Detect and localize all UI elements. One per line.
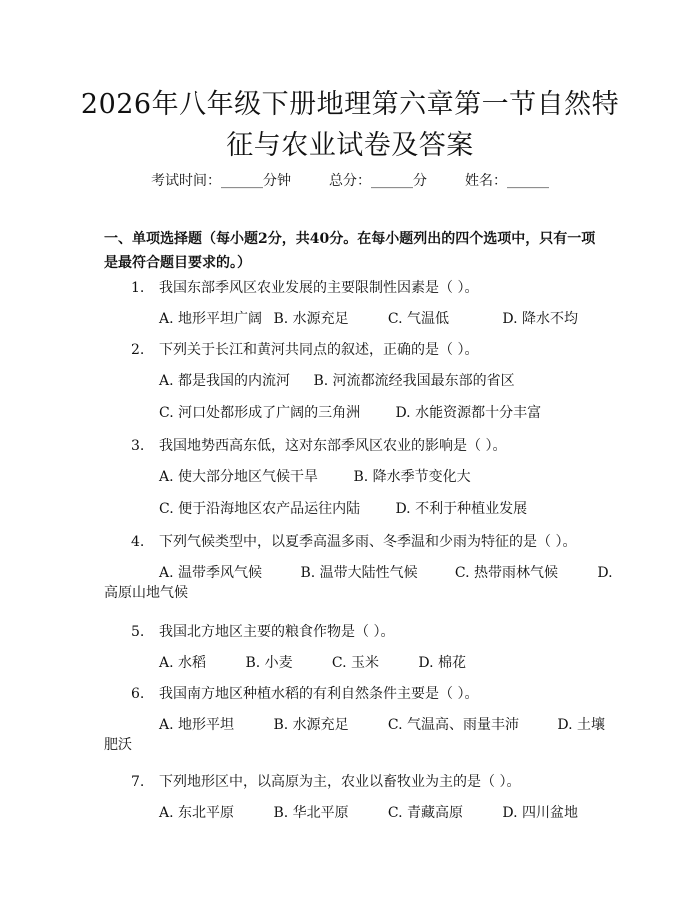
- question-stem: 我国北方地区主要的粮食作物是（ ）。: [159, 624, 395, 640]
- option-a: A. 水稻: [159, 655, 207, 671]
- question-4: [104, 532, 613, 603]
- question-number: 3.: [131, 438, 145, 454]
- question-stem: 我国地势西高东低，这对东部季风区农业的影响是（ ）。: [159, 438, 507, 454]
- option-b: B. 水源充足: [273, 717, 349, 733]
- question-stem: 下列气候类型中，以夏季高温多雨、冬季温和少雨为特征的是（ ）。: [159, 534, 577, 550]
- question-stem: 我国东部季风区农业发展的主要限制性因素是（ ）。: [159, 280, 479, 296]
- option-d: D. 水能资源都十分丰富: [395, 405, 542, 421]
- option-c: C. 气温高、雨量丰沛: [387, 717, 520, 733]
- option-b: B. 小麦: [245, 655, 293, 671]
- option-b: B. 降水季节变化大: [353, 469, 471, 485]
- question-6: [104, 684, 605, 755]
- option-c: C. 河口处都形成了广阔的三角洲: [159, 405, 361, 421]
- question-stem: 我国南方地区种植水稻的有利自然条件主要是（ ）。: [159, 686, 479, 702]
- title-line-2: 征与农业试卷及答案: [226, 130, 474, 161]
- option-d-continuation: 肥沃: [104, 737, 132, 753]
- option-d: D.: [597, 565, 613, 581]
- question-number: 7.: [131, 774, 145, 790]
- title-line-1: 2026年八年级下册地理第六章第一节自然特: [80, 89, 620, 120]
- option-d: D. 棉花: [418, 655, 466, 671]
- option-b: B. 河流都流经我国最东部的省区: [313, 373, 515, 389]
- option-d: D. 土壤: [557, 717, 605, 733]
- question-number: 6.: [131, 686, 145, 702]
- exam-title: [0, 84, 700, 166]
- question-number: 4.: [131, 534, 145, 550]
- option-a: A. 地形平坦: [159, 717, 235, 733]
- option-a: A. 使大部分地区气候干旱: [159, 469, 319, 485]
- option-d: D. 不利于种植业发展: [395, 501, 528, 517]
- question-2: [104, 340, 541, 423]
- option-a: A. 都是我国的内流河: [159, 373, 291, 389]
- question-3: [104, 436, 527, 519]
- option-d: D. 降水不均: [502, 311, 578, 327]
- question-7: [104, 772, 578, 823]
- exam-meta: [0, 170, 700, 190]
- question-5: [104, 622, 466, 673]
- option-b: B. 水源充足: [273, 311, 349, 327]
- option-b: B. 温带大陆性气候: [300, 565, 418, 581]
- total-score: 总分：______分: [329, 173, 427, 189]
- option-c: C. 青藏高原: [387, 805, 464, 821]
- question-stem: 下列地形区中，以高原为主，农业以畜牧业为主的是（ ）。: [159, 774, 521, 790]
- option-c: C. 热带雨林气候: [454, 565, 559, 581]
- option-d: D. 四川盆地: [502, 805, 578, 821]
- option-c: C. 气温低: [387, 311, 450, 327]
- option-b: B. 华北平原: [273, 805, 349, 821]
- option-c: C. 玉米: [331, 655, 380, 671]
- student-name: 姓名：______: [465, 173, 549, 189]
- question-1: [104, 278, 578, 329]
- question-number: 2.: [131, 342, 145, 358]
- option-d-continuation: 高原山地气候: [104, 585, 188, 601]
- option-a: A. 东北平原: [159, 805, 235, 821]
- question-number: 1.: [131, 280, 145, 296]
- question-stem: 下列关于长江和黄河共同点的叙述，正确的是（ ）。: [159, 342, 479, 358]
- option-a: A. 温带季风气候: [159, 565, 263, 581]
- exam-time: 考试时间：______分钟: [151, 173, 291, 189]
- question-number: 5.: [131, 624, 145, 640]
- section-heading: 一、单项选择题（每小题2分，共40分。在每小题列出的四个选项中，只有一项是最符合题目要求的。）: [104, 231, 596, 271]
- option-a: A. 地形平坦广阔: [159, 311, 263, 327]
- option-c: C. 便于沿海地区农产品运往内陆: [159, 501, 361, 517]
